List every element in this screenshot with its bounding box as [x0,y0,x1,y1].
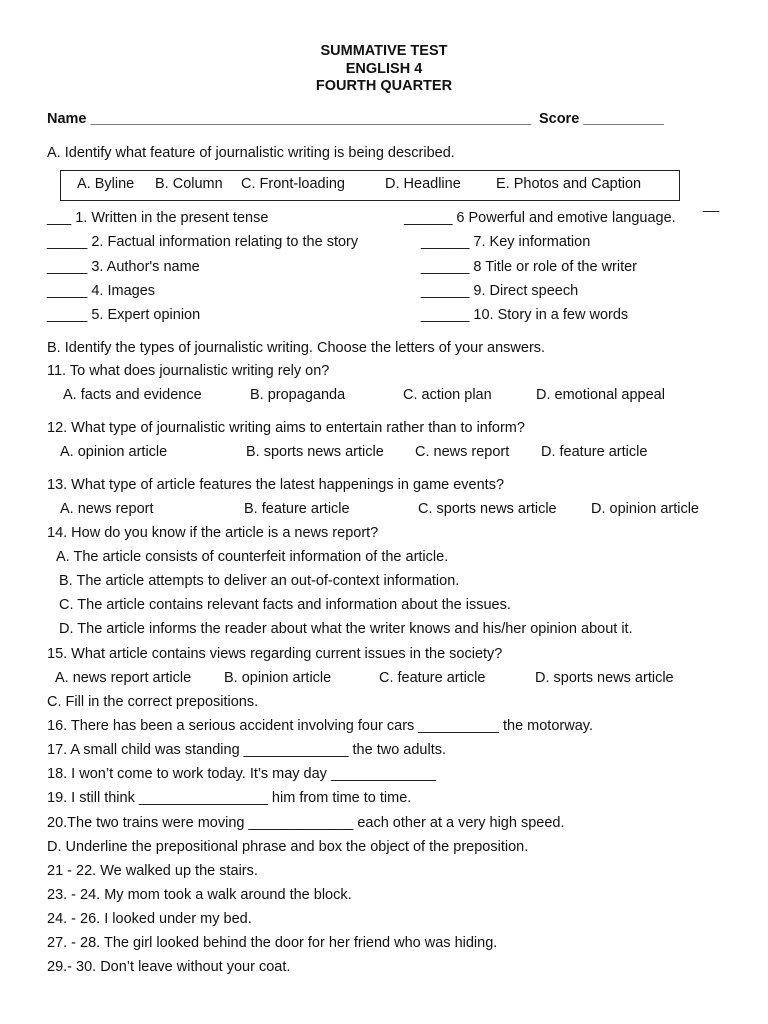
item-24-26: 24. - 26. I looked under my bed. [47,911,252,927]
q13-option-c: C. sports news article [418,501,557,517]
choice-e: E. Photos and Caption [496,176,642,192]
q13-option-b: B. feature article [244,501,350,517]
q11-option-a: A. facts and evidence [63,387,202,403]
part-b-instruction: B. Identify the types of journalistic writing. Choose the letters of your answers. [47,340,546,356]
q15-option-a: A. news report article [55,670,192,686]
q11-option-d: D. emotional appeal [536,387,665,403]
item-9: ______ 9. Direct speech [421,283,579,299]
q14-option-a: A. The article consists of counterfeit information of the article. [56,549,449,565]
score-label: Score [538,111,580,127]
item-21-22: 21 - 22. We walked up the stairs. [47,863,258,879]
q11-option-c: C. action plan [403,387,492,403]
item-20: 20.The two trains were moving _____________ each other at a very high speed. [47,815,565,831]
item-5: _____ 5. Expert opinion [47,307,201,323]
question-13: 13. What type of article features the latest happenings in game events? [47,477,505,493]
item-16: 16. There has been a serious accident involving four cars __________ the motorway. [47,718,593,734]
item-8: ______ 8 Title or role of the writer [421,259,638,275]
item-19: 19. I still think ________________ him from time to time. [47,790,412,806]
item-1: ___ 1. Written in the present tense [47,210,269,226]
q15-option-b: B. opinion article [224,670,332,686]
part-a-instruction: A. Identify what feature of journalistic writing is being described. [47,145,455,161]
subject-title: ENGLISH 4 [345,61,423,77]
item-23-24: 23. - 24. My mom took a walk around the block. [47,887,352,903]
q15-option-c: C. feature article [379,670,486,686]
q13-option-a: A. news report [60,501,154,517]
item-2: _____ 2. Factual information relating to the story [47,234,359,250]
q14-option-d: D. The article informs the reader about what the writer knows and his/her opinion about it. [59,621,633,637]
choice-c: C. Front-loading [241,176,345,192]
q12-option-c: C. news report [415,444,510,460]
question-12: 12. What type of journalistic writing aims to entertain rather than to inform? [47,420,525,436]
part-c-instruction: C. Fill in the correct prepositions. [47,694,259,710]
stray-blank-mark: __ [703,197,720,213]
q14-option-b: B. The article attempts to deliver an out-of-context information. [59,573,460,589]
quarter-title: FOURTH QUARTER [315,78,453,94]
q11-option-b: B. propaganda [250,387,346,403]
item-3: _____ 3. Author's name [47,259,200,275]
item-27-28: 27. - 28. The girl looked behind the door for her friend who was hiding. [47,935,498,951]
choice-a: A. Byline [77,176,135,192]
item-10: ______ 10. Story in a few words [421,307,629,323]
name-label: Name [47,111,87,127]
choice-b: B. Column [155,176,223,192]
item-7: ______ 7. Key information [421,234,591,250]
item-29-30: 29.- 30. Don’t leave without your coat. [47,959,291,975]
question-14: 14. How do you know if the article is a news report? [47,525,379,541]
q12-option-a: A. opinion article [60,444,168,460]
item-17: 17. A small child was standing _____________ the two adults. [47,742,447,758]
test-title: SUMMATIVE TEST [320,43,448,59]
item-6: ______ 6 Powerful and emotive language. [404,210,676,226]
q15-option-d: D. sports news article [535,670,674,686]
name-blank[interactable]: ________________________________________________________ [90,111,531,127]
q14-option-c: C. The article contains relevant facts and information about the issues. [59,597,511,613]
q12-option-d: D. feature article [541,444,648,460]
q13-option-d: D. opinion article [591,501,699,517]
choice-d: D. Headline [385,176,461,192]
part-d-instruction: D. Underline the prepositional phrase and box the object of the preposition. [47,839,529,855]
question-15: 15. What article contains views regarding current issues in the society? [47,646,503,662]
name-row [47,111,664,127]
q12-option-b: B. sports news article [246,444,384,460]
item-4: _____ 4. Images [47,283,156,299]
item-18: 18. I won’t come to work today. It’s may day _____________ [47,766,436,782]
score-blank[interactable]: __________ [583,111,664,127]
question-11: 11. To what does journalistic writing rely on? [47,363,330,379]
